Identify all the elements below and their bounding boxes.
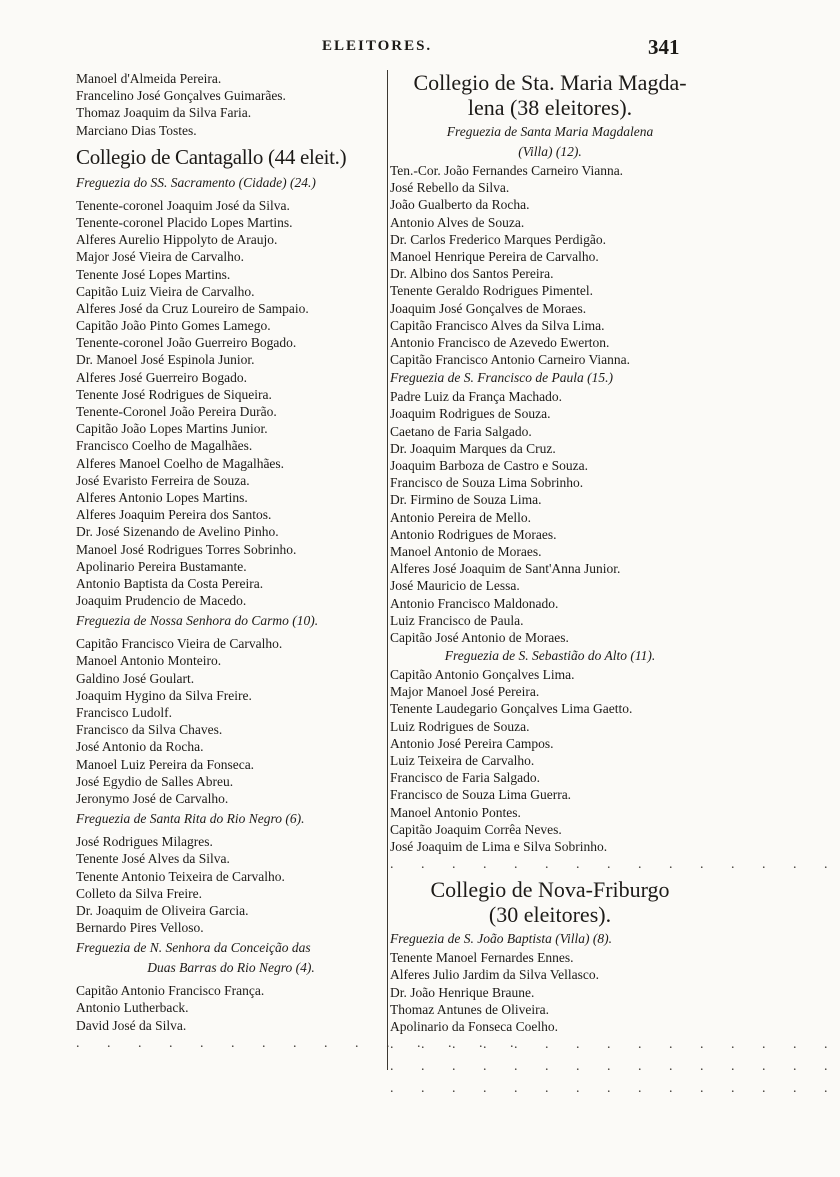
list-item: Manoel d'Almeida Pereira. <box>76 71 222 86</box>
parish-list-sao-francisco <box>390 388 710 646</box>
dot-leader: . . . . . . . . . . . . . . . <box>390 857 840 873</box>
parish-title-magdalena-line2: (Villa) (12). <box>518 144 582 159</box>
parish-title-sao-sebastiao: Freguezia de S. Sebastião do Alto (11). <box>444 648 656 664</box>
list-item: Joaquim Rodrigues de Souza. <box>390 406 551 422</box>
list-item: Jeronymo José de Carvalho. <box>76 790 229 806</box>
page-header <box>0 35 757 64</box>
parish-title-sao-joao: Freguezia de S. João Baptista (Villa) (8). <box>390 931 612 947</box>
list-item: Dr. João Henrique Braune. <box>390 984 535 1000</box>
list-item: Capitão Francisco Antonio Carneiro Vianna. <box>390 352 631 368</box>
list-item: Manoel Antonio Pontes. <box>390 804 521 820</box>
list-item: Francisco da Silva Chaves. <box>76 722 223 738</box>
list-item: Capitão Francisco Alves da Silva Lima. <box>390 317 605 333</box>
list-item: Tenente-Coronel João Pereira Durão. <box>76 404 277 419</box>
list-item: Tenente José Rodrigues de Siqueira. <box>76 386 272 402</box>
list-item: Alferes Manoel Coelho de Magalhães. <box>76 455 285 471</box>
list-item: Tenente José Lopes Martins. <box>76 266 231 282</box>
list-item: Manoel José Rodrigues Torres Sobrinho. <box>76 541 297 557</box>
list-item: João Gualberto da Rocha. <box>390 197 530 213</box>
list-item: Tenente-coronel Placido Lopes Martins. <box>76 214 293 230</box>
list-item: Antonio Francisco Maldonado. <box>390 595 559 611</box>
parish-list-sao-joao <box>390 949 710 1035</box>
list-item: José Mauricio de Lessa. <box>390 578 520 594</box>
list-item: José Evaristo Ferreira de Souza. <box>76 472 250 488</box>
list-item: Apolinario Pereira Bustamante. <box>76 558 247 574</box>
list-item: Joaquim Barboza de Castro e Souza. <box>390 458 588 473</box>
list-item: Alferes José da Cruz Loureiro de Sampaio. <box>76 300 309 316</box>
parish-list-carmo <box>76 635 386 807</box>
list-item: Manoel Antonio Monteiro. <box>76 653 222 669</box>
list-item: Capitão Luiz Vieira de Carvalho. <box>76 283 255 299</box>
page-number: 341 <box>648 35 680 59</box>
parish-title-carmo: Freguezia de Nossa Senhora do Carmo (10). <box>76 613 319 629</box>
list-item: Antonio Rodrigues de Moraes. <box>390 526 557 542</box>
list-item: Antonio Baptista da Costa Pereira. <box>76 575 264 591</box>
list-item: Luiz Rodrigues de Souza. <box>390 718 530 734</box>
college-heading-cantagallo: Collegio de Cantagallo (44 eleit.) <box>76 144 347 169</box>
list-item: Luiz Francisco de Paula. <box>390 612 524 628</box>
list-item: Alferes Joaquim Pereira dos Santos. <box>76 507 272 523</box>
list-item: Thomaz Joaquim da Silva Faria. <box>76 105 252 121</box>
list-item: Manoel Henrique Pereira de Carvalho. <box>390 248 599 264</box>
list-item: Thomaz Antunes de Oliveira. <box>390 1001 549 1017</box>
list-item: Francisco de Faria Salgado. <box>390 770 540 786</box>
list-item: Francisco de Souza Lima Sobrinho. <box>390 475 584 491</box>
parish-list-sacramento <box>76 197 386 610</box>
running-title: ELEITORES. <box>322 38 433 54</box>
list-item: Francisco Ludolf. <box>76 705 172 720</box>
list-item: Manoel Antonio de Moraes. <box>390 543 542 559</box>
dot-leader: . . . . . . . . . . . . . . . <box>76 1035 526 1051</box>
list-item: Dr. Manoel José Espinola Junior. <box>76 352 255 368</box>
list-item: José Rodrigues Milagres. <box>76 834 213 850</box>
list-item: Ten.-Cor. João Fernandes Carneiro Vianna. <box>390 163 624 178</box>
list-item: Capitão Antonio Gonçalves Lima. <box>390 667 575 683</box>
parish-title-sacramento: Freguezia do SS. Sacramento (Cidade) (24.) <box>76 174 316 190</box>
list-item: Joaquim Hygino da Silva Freire. <box>76 687 252 703</box>
list-item: Tenente Laudegario Gonçalves Lima Gaetto. <box>390 701 633 717</box>
list-item: Capitão João Pinto Gomes Lamego. <box>76 318 271 334</box>
right-column <box>390 70 840 1101</box>
parish-list-magdalena <box>390 162 710 368</box>
list-item: Joaquim José Gonçalves de Moraes. <box>390 300 587 316</box>
list-item: Luiz Teixeira de Carvalho. <box>390 753 535 768</box>
list-item: Alferes Antonio Lopes Martins. <box>76 489 248 505</box>
list-item: Tenente-coronel João Guerreiro Bogado. <box>76 335 297 351</box>
list-item: Francisco Coelho de Magalhães. <box>76 438 253 454</box>
list-item: Marciano Dias Tostes. <box>76 122 197 138</box>
list-item: Antonio Pereira de Mello. <box>390 509 531 525</box>
list-item: Tenente Geraldo Rodrigues Pimentel. <box>390 283 594 299</box>
list-item: Capitão Joaquim Corrêa Neves. <box>390 821 562 837</box>
list-item: Dr. Joaquim de Oliveira Garcia. <box>76 902 249 918</box>
parish-title-conceicao-line2: Duas Barras do Rio Negro (4). <box>147 960 315 976</box>
list-item: Apolinario da Fonseca Coelho. <box>390 1018 558 1034</box>
list-item: Alferes Aurelio Hippolyto de Araujo. <box>76 232 278 248</box>
list-item: Capitão Antonio Francisco França. <box>76 983 265 999</box>
list-item: Francisco de Souza Lima Guerra. <box>390 787 572 803</box>
list-item: Francelino José Gonçalves Guimarães. <box>76 88 286 104</box>
college-heading-magdalena-line2: lena (38 eleitores). <box>467 95 633 120</box>
list-item: Major Manoel José Pereira. <box>390 684 540 700</box>
parish-list-conceicao <box>76 982 386 1034</box>
list-item: Antonio Francisco de Azevedo Ewerton. <box>390 334 610 350</box>
list-item: José Egydio de Salles Abreu. <box>76 773 234 789</box>
parish-list-santa-rita <box>76 833 386 936</box>
list-item: Padre Luiz da França Machado. <box>390 389 563 405</box>
parish-title-sao-francisco: Freguezia de S. Francisco de Paula (15.) <box>390 370 613 386</box>
list-item: Tenente José Alves da Silva. <box>76 851 230 867</box>
list-item: José Joaquim de Lima e Silva Sobrinho. <box>390 838 608 854</box>
list-item: Tenente Antonio Teixeira de Carvalho. <box>76 868 285 884</box>
list-item: Tenente-coronel Joaquim José da Silva. <box>76 197 290 213</box>
list-item: Joaquim Prudencio de Macedo. <box>76 593 247 609</box>
list-item: Caetano de Faria Salgado. <box>390 423 532 439</box>
college-heading-friburgo-line1: Collegio de Nova-Friburgo <box>430 877 670 903</box>
dot-leader: . . . . . . . . . . . . . . . <box>390 1037 840 1053</box>
list-item: Manoel Luiz Pereira da Fonseca. <box>76 756 255 772</box>
list-item: Alferes José Joaquim de Sant'Anna Junior. <box>390 561 621 577</box>
continued-list <box>76 70 386 139</box>
list-item: Antonio Alves de Souza. <box>390 214 525 230</box>
college-heading-magdalena-line1: Collegio de Sta. Maria Magda- <box>413 70 687 95</box>
list-item: Dr. José Sizenando de Avelino Pinho. <box>76 524 279 540</box>
college-heading-friburgo-line2: (30 eleitores). <box>488 902 612 928</box>
list-item: Dr. Firmino de Souza Lima. <box>390 492 542 508</box>
parish-list-sao-sebastiao <box>390 666 710 855</box>
dot-leader: . . . . . . . . . . . . . . . <box>390 1081 840 1097</box>
list-item: José Antonio da Rocha. <box>76 739 204 755</box>
column-divider <box>387 70 388 1070</box>
list-item: Capitão Francisco Vieira de Carvalho. <box>76 636 283 652</box>
parish-title-santa-rita: Freguezia de Santa Rita do Rio Negro (6). <box>76 811 305 827</box>
list-item: Alferes Julio Jardim da Silva Vellasco. <box>390 967 599 983</box>
dot-leader: . . . . . . . . . . . . . . . <box>390 1059 840 1075</box>
list-item: Major José Vieira de Carvalho. <box>76 249 245 265</box>
list-item: David José da Silva. <box>76 1017 187 1033</box>
list-item: Antonio José Pereira Campos. <box>390 735 554 751</box>
list-item: Dr. Carlos Frederico Marques Perdigão. <box>390 231 606 247</box>
parish-title-magdalena-line1: Freguezia de Santa Maria Magdalena <box>446 124 654 139</box>
list-item: Dr. Joaquim Marques da Cruz. <box>390 440 556 456</box>
list-item: Capitão João Lopes Martins Junior. <box>76 421 268 437</box>
list-item: Bernardo Pires Velloso. <box>76 920 204 936</box>
parish-title-conceicao-line1: Freguezia de N. Senhora da Conceição das <box>76 940 311 956</box>
list-item: Alferes José Guerreiro Bogado. <box>76 369 247 385</box>
list-item: Galdino José Goulart. <box>76 670 195 686</box>
list-item: Colleto da Silva Freire. <box>76 885 202 901</box>
list-item: Antonio Lutherback. <box>76 1000 189 1016</box>
list-item: Tenente Manoel Fernardes Ennes. <box>390 950 574 966</box>
list-item: Dr. Albino dos Santos Pereira. <box>390 266 554 282</box>
list-item: José Rebello da Silva. <box>390 180 510 196</box>
list-item: Capitão José Antonio de Moraes. <box>390 629 569 645</box>
